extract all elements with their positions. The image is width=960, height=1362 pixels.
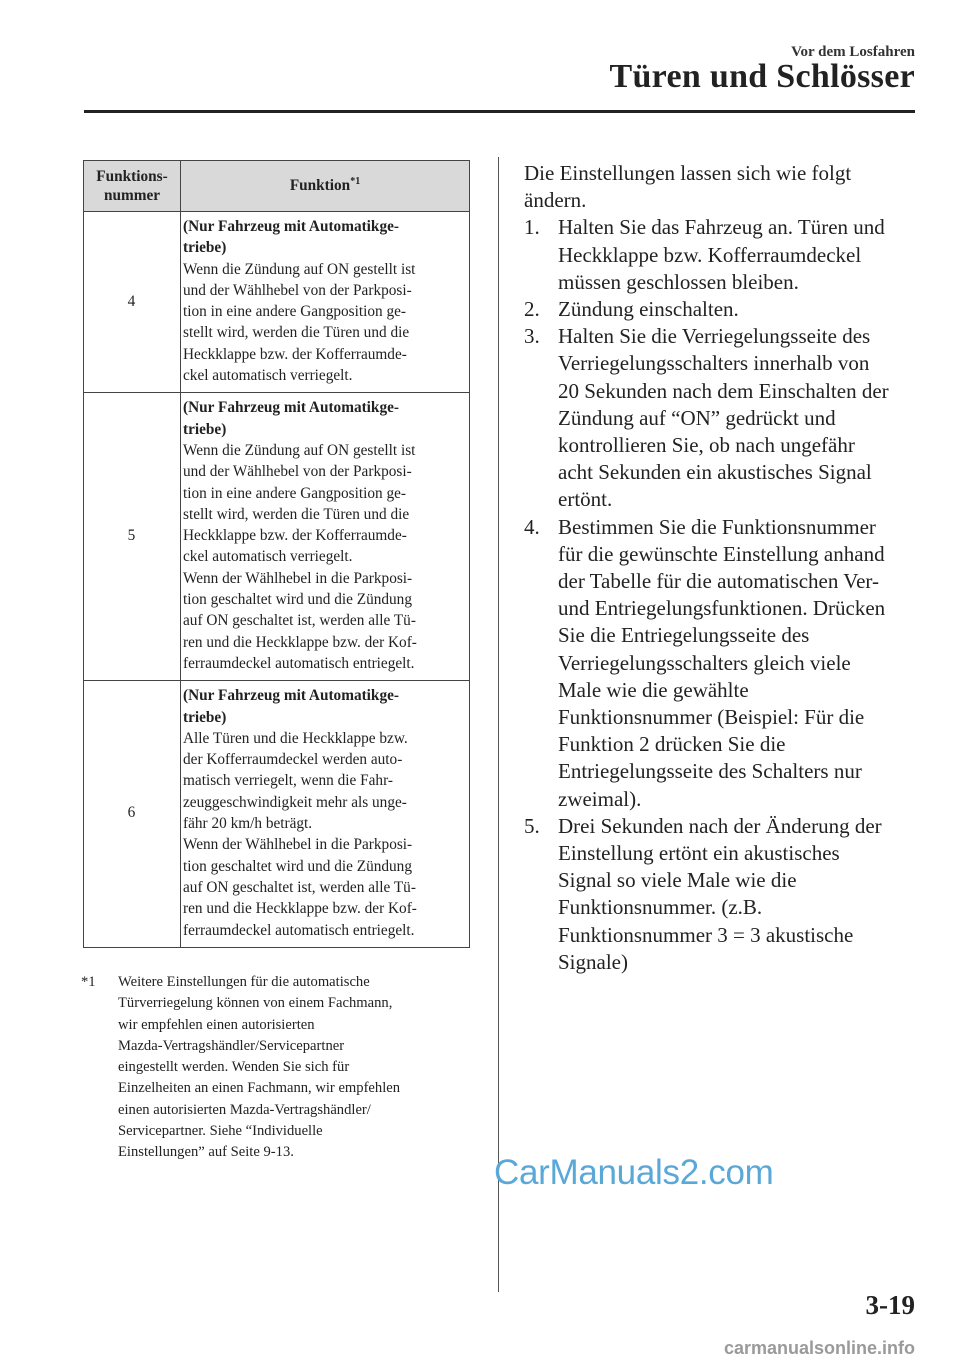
table-header-row <box>84 161 470 212</box>
step-number: 5. <box>524 813 540 838</box>
function-number: 4 <box>84 212 181 393</box>
column-header-number: Funktions- nummer <box>84 161 181 212</box>
footnote-reference: *1 <box>350 176 361 188</box>
column-header-function <box>181 161 470 212</box>
function-condition: (Nur Fahrzeug mit Automatikge- triebe) <box>183 218 399 257</box>
footnote-text: Weitere Einstellungen für die automatische Türverriegelung können von einem Fachmann, wir empfehlen einen autorisierten Mazda-Vertragshändler/Servicepartner eingestellt werden. Wenden Sie sich für Einzelheiten an einen Fachmann, wir empfehlen einen autorisierten Mazda-Vertragshändler/ Servicepartner. Siehe “Individuelle Einstellungen” auf Seite 9-13. <box>118 974 401 1161</box>
step-text: Halten Sie das Fahrzeug an. Türen und Heckklappe bzw. Kofferraumdeckel müssen geschlossen bleiben. <box>558 215 885 294</box>
instructions-intro: Die Einstellungen lassen sich wie folgt ändern. <box>524 161 852 213</box>
step-number: 4. <box>524 514 540 539</box>
function-description <box>181 681 470 948</box>
footnote-mark: *1 <box>81 974 96 990</box>
page-number: 3-19 <box>865 1290 915 1320</box>
column-header-function-label: Funktion <box>289 177 351 195</box>
function-text: Wenn die Zündung auf ON gestellt ist und der Wählhebel von der Parkposi- tion in eine andere Gangposition ge- stellt wird, werden die Türen und die Heckklappe bzw. der Kofferraumde- ckel automatisch verriegelt. <box>183 260 416 385</box>
watermark-link[interactable]: CarManuals2.com <box>494 1153 774 1192</box>
steps-list <box>524 214 924 976</box>
function-text: Wenn die Zündung auf ON gestellt ist und der Wählhebel von der Parkposi- tion in eine andere Gangposition ge- stellt wird, werden die Türen und die Heckklappe bzw. der Kofferraumde- ckel automatisch verriegelt. Wenn der Wählhebel in die Parkposi- tion geschaltet wird und die Zündung auf ON geschaltet ist, werden alle Tü- ren und die Heckklappe bzw. der Kof- ferraumdeckel automatisch entriegelt. <box>183 441 417 672</box>
function-condition: (Nur Fahrzeug mit Automatikge- triebe) <box>183 399 399 438</box>
function-condition: (Nur Fahrzeug mit Automatikge- triebe) <box>183 687 399 726</box>
function-table <box>83 160 470 948</box>
step-text: Zündung einschalten. <box>558 297 739 322</box>
step-number: 3. <box>524 324 540 349</box>
header-divider <box>84 110 915 113</box>
function-description <box>181 212 470 393</box>
table-row <box>84 393 470 681</box>
table-row <box>84 681 470 948</box>
step-number: 2. <box>524 297 540 322</box>
list-item <box>524 323 924 513</box>
list-item <box>524 514 924 813</box>
page-title: Türen und Schlösser <box>609 58 915 95</box>
section-label: Vor dem Losfahren <box>791 44 915 60</box>
function-number: 5 <box>84 393 181 681</box>
step-text: Halten Sie die Verriegelungsseite des Verriegelungsschalters innerhalb von 20 Sekunden nach dem Einschalten der Zündung auf “ON” gedrückt und kontrollieren Sie, ob nach ungefähr acht Sekunden ein akustisches Signal ertönt. <box>558 324 889 512</box>
list-item <box>524 214 924 296</box>
column-divider <box>498 157 499 1292</box>
step-text: Drei Sekunden nach der Änderung der Einstellung ertönt ein akustisches Signal so viele Male wie die Funktionsnummer. (z.B. Funktionsnummer 3 = 3 akustische Signale) <box>558 813 882 974</box>
step-text: Bestimmen Sie die Funktionsnummer für die gewünschte Einstellung anhand der Tabelle für die automatischen Ver- und Entriegelungsfunktionen. Drücken Sie die Entriegelungsseite des Verriegelungsschalters gleich viele Male wie die gewählte Funktionsnummer (Beispiel: Für die Funktion 2 drücken Sie die Entriegelungsseite des Schalters nur zweimal). <box>558 514 886 811</box>
instructions <box>524 160 924 976</box>
list-item <box>524 296 924 323</box>
function-description <box>181 393 470 681</box>
step-number: 1. <box>524 215 540 240</box>
function-number: 6 <box>84 681 181 948</box>
footnote <box>81 972 473 1164</box>
list-item <box>524 813 924 976</box>
footer-watermark-link[interactable]: carmanualsonline.info <box>723 1338 915 1358</box>
table-row <box>84 212 470 393</box>
function-text: Alle Türen und die Heckklappe bzw. der Kofferraumdeckel werden auto- matisch verriegelt, wenn die Fahr- zeuggeschwindigkeit mehr als unge- fähr 20 km/h beträgt. Wenn der Wählhebel in die Parkposi- tion geschaltet wird und die Zündung auf ON geschaltet ist, werden alle Tü- ren und die Heckklappe bzw. der Kof- ferraumdeckel automatisch entriegelt. <box>183 729 417 939</box>
